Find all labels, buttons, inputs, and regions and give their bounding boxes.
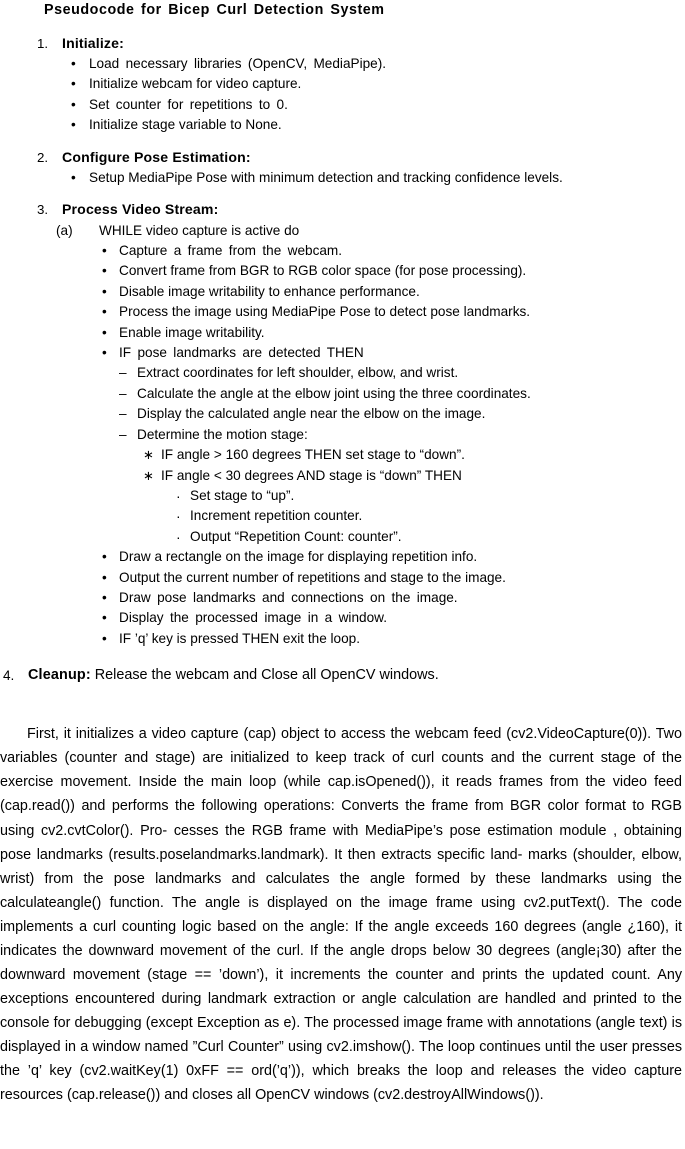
list-item [0,115,685,135]
list-item [0,404,685,424]
middot-icon: · [176,508,181,525]
bullet-icon: • [71,117,76,133]
bullet-list-initialize [0,54,685,136]
bullet-icon: • [71,169,76,185]
outline-subitem-a [0,221,685,241]
outline-number-2: 2. [37,149,49,165]
list-item [0,95,685,115]
list-item [0,527,685,547]
bullet-icon: • [71,76,76,92]
bullet-icon: • [71,96,76,112]
list-item-text: Enable image writability. [119,324,265,340]
list-item-text: Convert frame from BGR to RGB color space (for pose processing). [119,263,527,279]
bullet-icon: • [102,243,107,259]
bullet-icon: • [102,345,107,361]
list-item [0,261,685,281]
list-item [0,54,685,74]
list-item [0,302,685,322]
pseudocode-outline [0,26,685,686]
outline-item-3 [0,199,685,220]
list-item-text: Output “Repetition Count: counter”. [190,528,402,544]
list-item-text: Load necessary libraries (OpenCV, MediaPipe). [89,56,387,71]
bullet-list-loop-tail [0,547,685,649]
list-item [0,608,685,628]
list-item [0,74,685,94]
list-item-text: Increment repetition counter. [190,508,363,524]
list-item [0,629,685,649]
list-item-text: Setup MediaPipe Pose with minimum detection and tracking confidence levels. [89,169,563,185]
list-item-text: IF ’q’ key is pressed THEN exit the loop. [119,630,361,646]
dash-icon: – [119,406,127,422]
middot-list-up-stage-actions [0,486,685,547]
list-item [0,282,685,302]
dash-icon: – [119,426,127,442]
list-item [0,425,685,445]
list-item [0,363,685,383]
list-item-text: Extract coordinates for left shoulder, elbow, and wrist. [137,365,459,381]
list-item-text: Calculate the angle at the elbow joint using the three coordinates. [137,385,531,401]
list-item-text: IF pose landmarks are detected THEN [119,345,364,361]
outline-item-2 [0,147,685,168]
list-item [0,168,685,188]
list-item [0,506,685,526]
bullet-icon: • [102,610,107,626]
list-item-text: Initialize stage variable to None. [89,117,282,133]
list-item-text: Set counter for repetitions to 0. [89,96,288,112]
outline-item-4 [0,665,685,686]
list-item-text: Set stage to “up”. [190,487,295,503]
bullet-icon: • [102,549,107,565]
bullet-list-loop-body [0,241,685,363]
list-item-text: Disable image writability to enhance performance. [119,283,420,299]
dash-list-landmark-ops [0,363,685,445]
list-item-text: IF angle > 160 degrees THEN set stage to “down”. [161,447,465,463]
list-item-text: Output the current number of repetitions and stage to the image. [119,569,506,585]
bullet-icon: • [102,630,107,646]
outline-heading-4: Cleanup: [28,667,91,684]
list-item [0,445,685,465]
body-paragraph: First, it initializes a video capture (cap) object to access the webcam feed (cv2.VideoCapture(0)). Two variables (counter and stage) are initialized to keep track of curl counts and the current stage of the exercise movement. Inside the main loop (while cap.isOpened()), it reads frames from the video feed (cap.read()) and performs the following operations: Converts the frame from BGR color format to RGB using cv2.cvtColor(). Pro- cesses the RGB frame with MediaPipe’s pose estimation module , obtaining pose landmarks (results.poselandmarks.landmark). It then extracts specific land- marks (shoulder, elbow, wrist) from the pose landmarks and calculates the angle formed by these landmarks using the calculateangle() function. The angle is displayed on the image frame using cv2.putText(). The code implements a curl counting logic based on the angle: If the angle exceeds 160 degrees (angle ¿160), it indicates the downward movement of the curl. If the angle drops below 30 degrees (angle¡30) after the downward movement (stage == ’down’), it increments the counter and prints the updated count. Any exceptions encountered during landmark extraction or angle calculation are handled and printed to the console for debugging (except Exception as e). The processed image frame with annotations (angle text) is displayed in a window named ”Curl Counter” using cv2.imshow(). The loop continues until the user presses the ’q’ key (cv2.waitKey(1) 0xFF == ord(’q’)), which breaks the loop and releases the video capture resources (cap.release()) and closes all OpenCV windows (cv2.destroyAllWindows()). [0,726,682,1104]
middot-icon: · [176,528,181,545]
list-item-text: Process the image using MediaPipe Pose to detect pose landmarks. [119,304,531,320]
outline-item-1 [0,33,685,54]
list-item-text: Capture a frame from the webcam. [119,243,343,259]
bullet-icon: • [102,283,107,299]
page-title: Pseudocode for Bicep Curl Detection System [44,2,385,18]
outline-heading-3: Process Video Stream: [62,201,219,218]
outline-number-1: 1. [37,36,49,51]
outline-number-4: 4. [3,668,15,684]
list-item-text: Draw a rectangle on the image for displaying repetition info. [119,549,478,565]
asterisk-icon: ∗ [143,467,154,483]
dash-icon: – [119,365,127,381]
list-item [0,588,685,608]
outline-heading-2: Configure Pose Estimation: [62,148,251,165]
bullet-icon: • [102,324,107,340]
bullet-icon: • [102,263,107,279]
outline-sublabel-a: (a) [56,223,73,239]
list-item-text: Display the calculated angle near the elbow on the image. [137,406,486,422]
outline-number-3: 3. [37,202,49,218]
list-item [0,343,685,363]
outline-heading-1: Initialize: [62,35,124,51]
list-item [0,568,685,588]
list-item [0,466,685,486]
bullet-icon: • [102,589,107,605]
bullet-icon: • [71,56,76,71]
outline-heading-4-text: Release the webcam and Close all OpenCV windows. [90,667,439,684]
list-item-text: Draw pose landmarks and connections on the image. [119,589,458,605]
list-item-text: Display the processed image in a window. [119,610,387,626]
middot-icon: · [176,487,181,504]
asterisk-icon: ∗ [143,447,154,463]
bullet-icon: • [102,569,107,585]
outline-subitem-text: WHILE video capture is active do [99,223,300,239]
bullet-list-configure-pose [0,168,685,188]
list-item [0,547,685,567]
bullet-icon: • [102,304,107,320]
dash-icon: – [119,385,127,401]
list-item-text: Determine the motion stage: [137,426,308,442]
list-item [0,241,685,261]
asterisk-list-stage-conditions [0,445,685,486]
list-item [0,323,685,343]
list-item-text: Initialize webcam for video capture. [89,76,302,92]
list-item [0,486,685,506]
list-item [0,384,685,404]
list-item-text: IF angle < 30 degrees AND stage is “down” THEN [161,467,462,483]
